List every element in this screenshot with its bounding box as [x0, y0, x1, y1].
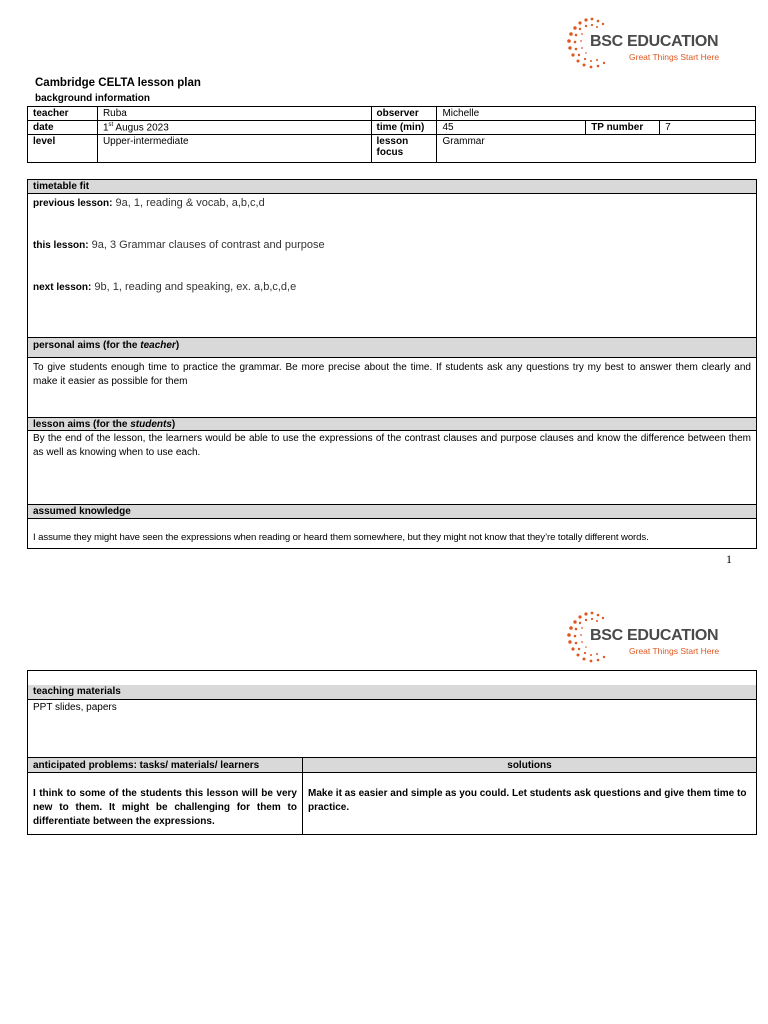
- lesson-details-box: [27, 179, 757, 549]
- materials-problems-box: [27, 670, 757, 835]
- section-subtitle: background information: [35, 93, 150, 104]
- logo-tagline: Great Things Start Here: [629, 52, 720, 62]
- previous-lesson: [33, 196, 751, 211]
- lesson-focus-label: lesson focus: [371, 135, 437, 163]
- level-label: level: [28, 135, 98, 163]
- date-month-year: Augus 2023: [113, 122, 169, 134]
- assumed-knowledge-header: assumed knowledge: [28, 504, 756, 519]
- next-lesson-value: 9b, 1, reading and speaking, ex. a,b,c,d,e: [91, 281, 297, 293]
- page-number: 1: [726, 552, 732, 566]
- solutions-text: Make it as easier and simple as you could. Let students ask questions and give them time to practice.: [308, 788, 747, 813]
- this-lesson-label: this lesson:: [33, 240, 89, 251]
- level-value: Upper-intermediate: [97, 135, 371, 163]
- logo-name: BSC EDUCATION: [590, 627, 719, 644]
- lesson-aims-header-post: ): [171, 419, 176, 430]
- lesson-focus-value: Grammar: [437, 135, 756, 163]
- lesson-aims-header-em: students: [130, 419, 172, 430]
- personal-aims-text: To give students enough time to practice the grammar. Be more precise about the time. If students ask any questions try my best to answer them clearly and make it easier as possible for them: [33, 362, 751, 387]
- tp-number-value: 7: [660, 121, 756, 135]
- background-info-table: [27, 106, 756, 163]
- next-lesson-label: next lesson:: [33, 282, 92, 293]
- personal-aims-header: [28, 337, 756, 358]
- observer-value: Michelle: [437, 107, 756, 121]
- personal-aims-header-em: teacher: [140, 340, 176, 351]
- personal-aims-header-pre: personal aims (for the: [33, 340, 141, 351]
- logo-name: BSC EDUCATION: [590, 33, 719, 50]
- logo-tagline: Great Things Start Here: [629, 646, 720, 656]
- date-suffix: st: [108, 122, 114, 128]
- anticipated-problems-text: I think to some of the students this lesson will be very new to them. It might be challenging for them to differentiate between the expressions.: [33, 788, 297, 827]
- lesson-aims-text: By the end of the lesson, the learners would be able to use the expressions of the contrast clauses and purpose clauses and know the difference between them as well as knowing when to use each.: [33, 433, 751, 458]
- previous-lesson-label: previous lesson:: [33, 198, 113, 209]
- solutions-header: solutions: [507, 760, 552, 771]
- teaching-materials-text: PPT slides, papers: [33, 702, 117, 713]
- lesson-aims-header: [28, 417, 756, 431]
- bsc-education-logo: [566, 16, 736, 70]
- problems-solutions-header-row: [28, 757, 756, 773]
- teacher-label: teacher: [28, 107, 98, 121]
- date-label: date: [28, 121, 98, 135]
- bsc-education-logo-page2: [566, 610, 736, 664]
- date-day: 1: [102, 122, 109, 134]
- assumed-knowledge-text: I assume they might have seen the expressions when reading or heard them somewhere, but they might not know that they’re totally different words.: [33, 532, 649, 543]
- column-divider: [302, 757, 303, 834]
- this-lesson-value: 9a, 3 Grammar clauses of contrast and purpose: [88, 239, 325, 251]
- anticipated-problems-header: anticipated problems: tasks/ materials/ learners: [33, 760, 260, 771]
- teaching-materials-header: teaching materials: [28, 685, 756, 700]
- this-lesson: [33, 238, 751, 253]
- next-lesson: [33, 280, 751, 295]
- time-label: time (min): [371, 121, 437, 135]
- lesson-aims-header-pre: lesson aims (for the: [33, 419, 131, 430]
- observer-label: observer: [371, 107, 437, 121]
- timetable-fit-header: timetable fit: [28, 180, 756, 194]
- previous-lesson-value: 9a, 1, reading & vocab, a,b,c,d: [112, 197, 265, 209]
- tp-number-label: TP number: [586, 121, 660, 135]
- date-value: [97, 121, 371, 135]
- page-title: Cambridge CELTA lesson plan: [35, 77, 201, 89]
- time-value: 45: [437, 121, 586, 135]
- personal-aims-header-post: ): [175, 340, 180, 351]
- teacher-value: Ruba: [97, 107, 371, 121]
